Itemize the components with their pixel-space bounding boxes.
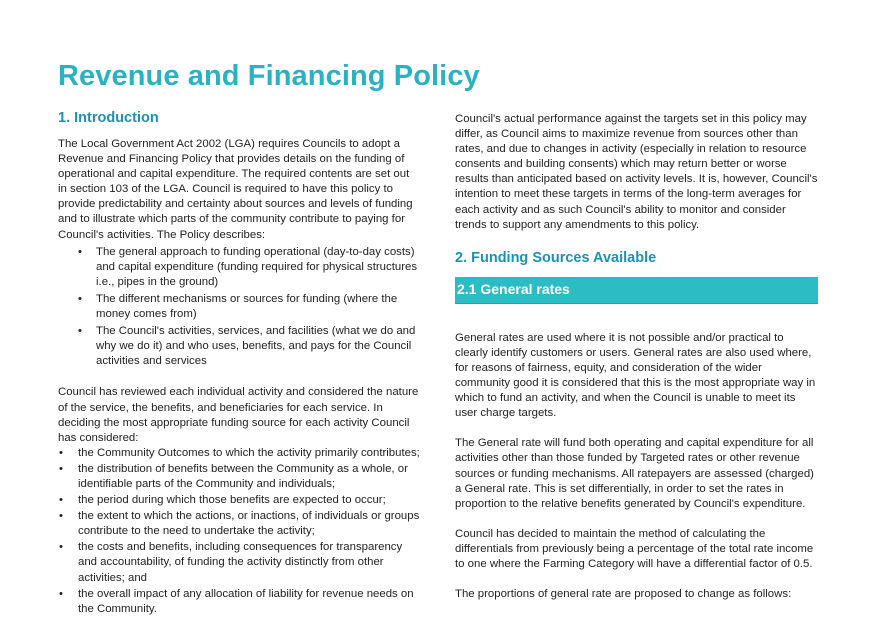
- general-rates-paragraph: General rates are used where it is not possible and/or practical to clearly identify customers or users. General rates are also used where, for reasons of fairness, equity, and consideration of the wider community good it is considered that this is the most appropriate way in which to fund an activity, and when the Council is unable to meet its user charge targets.: [455, 331, 816, 420]
- list-item: • the overall impact of any allocation of liability for revenue needs on the Community.: [58, 587, 420, 617]
- list-item: • the distribution of benefits between the Community as a whole, or identifiable parts of the Community and individuals;: [58, 462, 420, 492]
- policy-describes-list: [58, 245, 420, 370]
- general-rates-section-bar: [455, 277, 818, 304]
- review-paragraph: Council has reviewed each individual activity and considered the nature of the service, the benefits, and beneficiaries for each service. In deciding the most appropriate funding source for each activity Council has considered:: [58, 386, 419, 444]
- performance-paragraph: Council's actual performance against the targets set in this policy may differ, as Council aims to maximize revenue from sources other than rates, and due to changes in activity (especially in relation to resource consents and building consents) which may return better or worse results than anticipated based on activity levels. It is, however, Council's intention to meet these targets in terms of the long-term averages for each activity and as such Council's ability to monitor and consider trends to support any amendments to this policy.: [455, 113, 818, 231]
- proportions-paragraph: The proportions of general rate are proposed to change as follows:: [455, 588, 792, 601]
- document-title: Revenue and Financing Policy: [58, 60, 480, 92]
- list-item: • the Community Outcomes to which the activity primarily contributes;: [58, 446, 420, 461]
- general-rate-funding-paragraph: The General rate will fund both operating and capital expenditure for all activities other than those funded by Targeted rates or other revenue sources or funding mechanisms. All ratepayers are assessed (charged) a General rate. This is set differentially, in order to set the rates in proportion to the relative benefits generated by Council's expenditure.: [455, 437, 814, 510]
- list-item: • The general approach to funding operational (day-to-day costs) and capital expenditure (funding required for physical structures i.e., pipes in the ground): [58, 245, 420, 290]
- funding-sources-heading: 2. Funding Sources Available: [455, 249, 657, 266]
- list-item: • The Council's activities, services, and facilities (what we do and why we do it) and who uses, benefits, and pays for the Council activities and services: [58, 324, 420, 369]
- right-column: [455, 112, 818, 602]
- list-item: • the period during which those benefits are expected to occur;: [58, 493, 420, 508]
- list-item: • The different mechanisms or sources for funding (where the money comes from): [58, 292, 420, 322]
- general-rates-heading: 2.1 General rates: [457, 281, 570, 298]
- differentials-paragraph: Council has decided to maintain the method of calculating the differentials from previously being a percentage of the total rate income to one where the Farming Category will have a differential factor of 0.5.: [455, 527, 814, 570]
- left-column: [58, 108, 420, 618]
- introduction-paragraph: The Local Government Act 2002 (LGA) requires Councils to adopt a Revenue and Financing Policy that provides details on the funding of operational and capital expenditure. The required contents are set out in section 103 of the LGA. Council is required to have this policy to provide predictability and certainty about sources and levels of funding and to illustrate which parts of the community contribute to paying for Council's activities. The Policy describes:: [58, 138, 413, 241]
- list-item: • the extent to which the actions, or inactions, of individuals or groups contribute to the need to undertake the activity;: [58, 509, 420, 539]
- list-item: • the costs and benefits, including consequences for transparency and accountability, of funding the activity distinctly from other activities; and: [58, 540, 420, 585]
- considerations-list: [58, 446, 420, 617]
- introduction-heading: 1. Introduction: [58, 110, 159, 126]
